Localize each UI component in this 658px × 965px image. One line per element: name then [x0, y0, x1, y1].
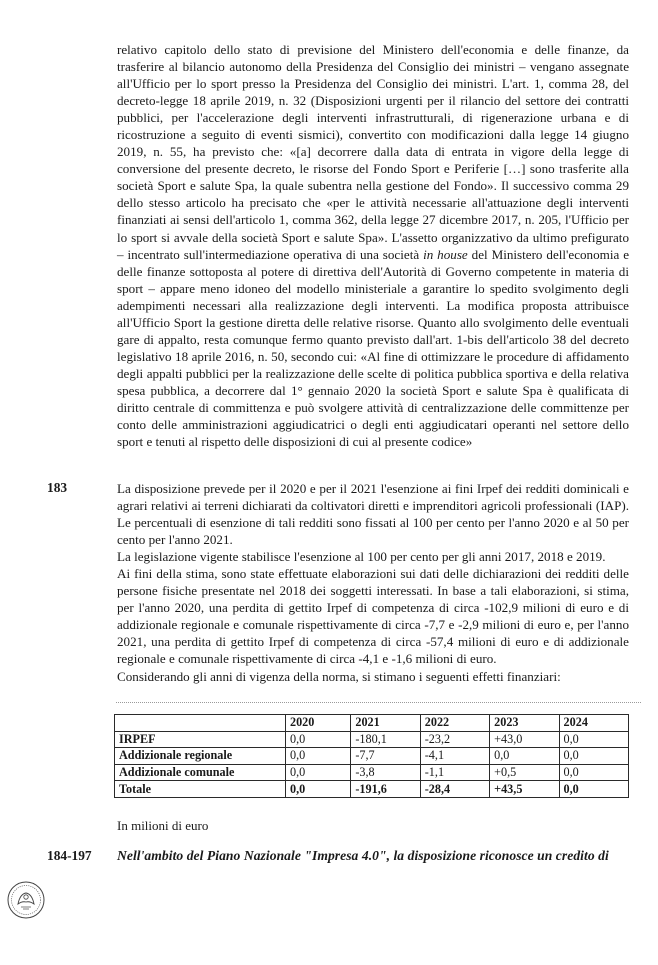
table-header-cell: 2024 [559, 715, 628, 732]
table-cell: -3,8 [351, 764, 420, 781]
table-header-cell: 2023 [490, 715, 559, 732]
row-label: IRPEF [115, 731, 286, 748]
table-cell: 0,0 [559, 764, 628, 781]
table-cell: +43,0 [490, 731, 559, 748]
table-cell: 0,0 [559, 748, 628, 765]
table-header-cell: 2020 [285, 715, 350, 732]
row-label: Addizionale comunale [115, 764, 286, 781]
section-number-184-197: 184-197 [47, 848, 92, 863]
table-cell: 0,0 [285, 764, 350, 781]
table-cell: -28,4 [420, 781, 489, 798]
section-183-p4: Considerando gli anni di vigenza della norma, si stimano i seguenti effetti finanziari: [117, 668, 561, 684]
paragraph-text-cont: del Ministero dell'economia e delle finanze sottoposta al potere di direttiva dell'Autorità di Governo competente in materia di sport – appare meno idoneo del modello ministeriale a garantire lo spedito svolgimento degli adempimenti necessari alla realizzazione degli interventi. La modifica proposta attribuisce all'Ufficio Sport la gestione diretta delle relative risorse. Quanto allo svolgimento delle eventuali gare di appalto, resta comunque fermo quanto previsto dall'art. 1-bis dell'articolo 38 del decreto legislativo 18 aprile 2016, n. 50, secondo cui: «Al fine di ottimizzare le procedure di affidamento degli appalti pubblici per la realizzazione delle scelte di politica pubblica sportiva e della relativa spesa pubblica, a decorrere dal 1° gennaio 2020 la società Sport e salute Spa è qualificata di diritto centrale di committenza e può svolgere attività di centralizzazione delle committenze per conto delle amministrazioni aggiudicatrici o degli enti aggiudicatari operanti nel settore dello sport e tenuti al rispetto delle disposizioni di cui al presente codice» [117, 246, 630, 450]
table-cell: -180,1 [351, 731, 420, 748]
table-row [115, 748, 629, 765]
table-caption: In milioni di euro [117, 818, 209, 833]
row-label: Totale [115, 781, 286, 798]
section-184-197-text: Nell'ambito del Piano Nazionale "Impresa 4.0", la disposizione riconosce un credito di [117, 848, 609, 863]
row-label: Addizionale regionale [115, 748, 286, 765]
section-183-p1: La disposizione prevede per il 2020 e per il 2021 l'esenzione ai fini Irpef dei redditi dominicali e agrari relativi ai terreni dichiarati da coltivatori diretti e imprenditori agricoli professionali (IAP). Le percentuali di esenzione di tali redditi sono fissati al 100 per cento per l'anno 2020 e al 50 per cento per l'anno 2021. [117, 481, 629, 548]
table-header-cell: 2021 [351, 715, 420, 732]
table-cell: 0,0 [285, 781, 350, 798]
continued-paragraph [117, 41, 629, 450]
table-cell: -23,2 [420, 731, 489, 748]
table-header-row [115, 715, 629, 732]
table-cell: -7,7 [351, 748, 420, 765]
table-total-row [115, 781, 629, 798]
section-183-text [117, 480, 629, 685]
section-number-183: 183 [47, 480, 68, 495]
table-cell: -1,1 [420, 764, 489, 781]
table-cell: -4,1 [420, 748, 489, 765]
table-cell: 0,0 [559, 781, 628, 798]
table-row [115, 731, 629, 748]
financial-effects-table [114, 714, 629, 798]
table-cell: 0,0 [559, 731, 628, 748]
official-seal-icon [6, 880, 46, 920]
table-header-cell: 2022 [420, 715, 489, 732]
italic-term: in house [423, 246, 468, 262]
table-cell: -191,6 [351, 781, 420, 798]
table-header-cell [115, 715, 286, 732]
section-183-p2: La legislazione vigente stabilisce l'esenzione al 100 per cento per gli anni 2017, 2018 e 2019. [117, 549, 606, 565]
table-row [115, 764, 629, 781]
table-cell: 0,0 [490, 748, 559, 765]
table-cell: 0,0 [285, 748, 350, 765]
table-cell: 0,0 [285, 731, 350, 748]
dotted-divider [116, 702, 641, 703]
paragraph-text: relativo capitolo dello stato di previsione del Ministero dell'economia e delle finanze, da trasferire al bilancio autonomo della Presidenza del Consiglio dei ministri – vengano assegnate all'Ufficio per lo sport presso la Presidenza del Consiglio dei ministri. L'art. 1, comma 28, del decreto-legge 18 aprile 2019, n. 32 (Disposizioni urgenti per il rilancio del settore dei contratti pubblici, per l'accelerazione degli interventi infrastrutturali, di rigenerazione urbana e di ricostruzione a seguito di eventi sismici), convertito con modificazioni dalla legge 14 giugno 2019, n. 55, ha previsto che: «[a] decorrere dalla data di entrata in vigore della legge di conversione del presente decreto, le risorse del Fondo Sport e Periferie […] sono trasferite alla società Sport e salute Spa, la quale subentra nella gestione del Fondo». Il successivo comma 29 dello stesso articolo ha precisato che «per le attività necessarie all'attuazione degli interventi finanziati ai sensi dell'articolo 1, comma 362, della legge 27 dicembre 2017, n. 205, l'Ufficio per lo sport si avvale della società Sport e salute Spa». L'assetto organizzativo da ultimo prefigurato – incentrato sull'intermediazione operativa di una società [117, 42, 629, 262]
table-cell: +43,5 [490, 781, 559, 798]
table-cell: +0,5 [490, 764, 559, 781]
section-183-p3: Ai fini della stima, sono state effettuate elaborazioni sui dati delle dichiarazioni dei redditi delle persone fisiche presentate nel 2018 dei soggetti interessati. In base a tali elaborazioni, si stima, per l'anno 2020, una perdita di gettito Irpef di competenza di circa -102,9 milioni di euro e di addizionale regionale e comunale rispettivamente di circa -7,7 e -2,9 milioni di euro e, per l'anno 2021, una perdita di gettito Irpef di competenza di circa -57,4 milioni di euro e di addizionale regionale e comunale rispettivamente di circa -4,1 e -1,6 milioni di euro. [117, 566, 629, 667]
